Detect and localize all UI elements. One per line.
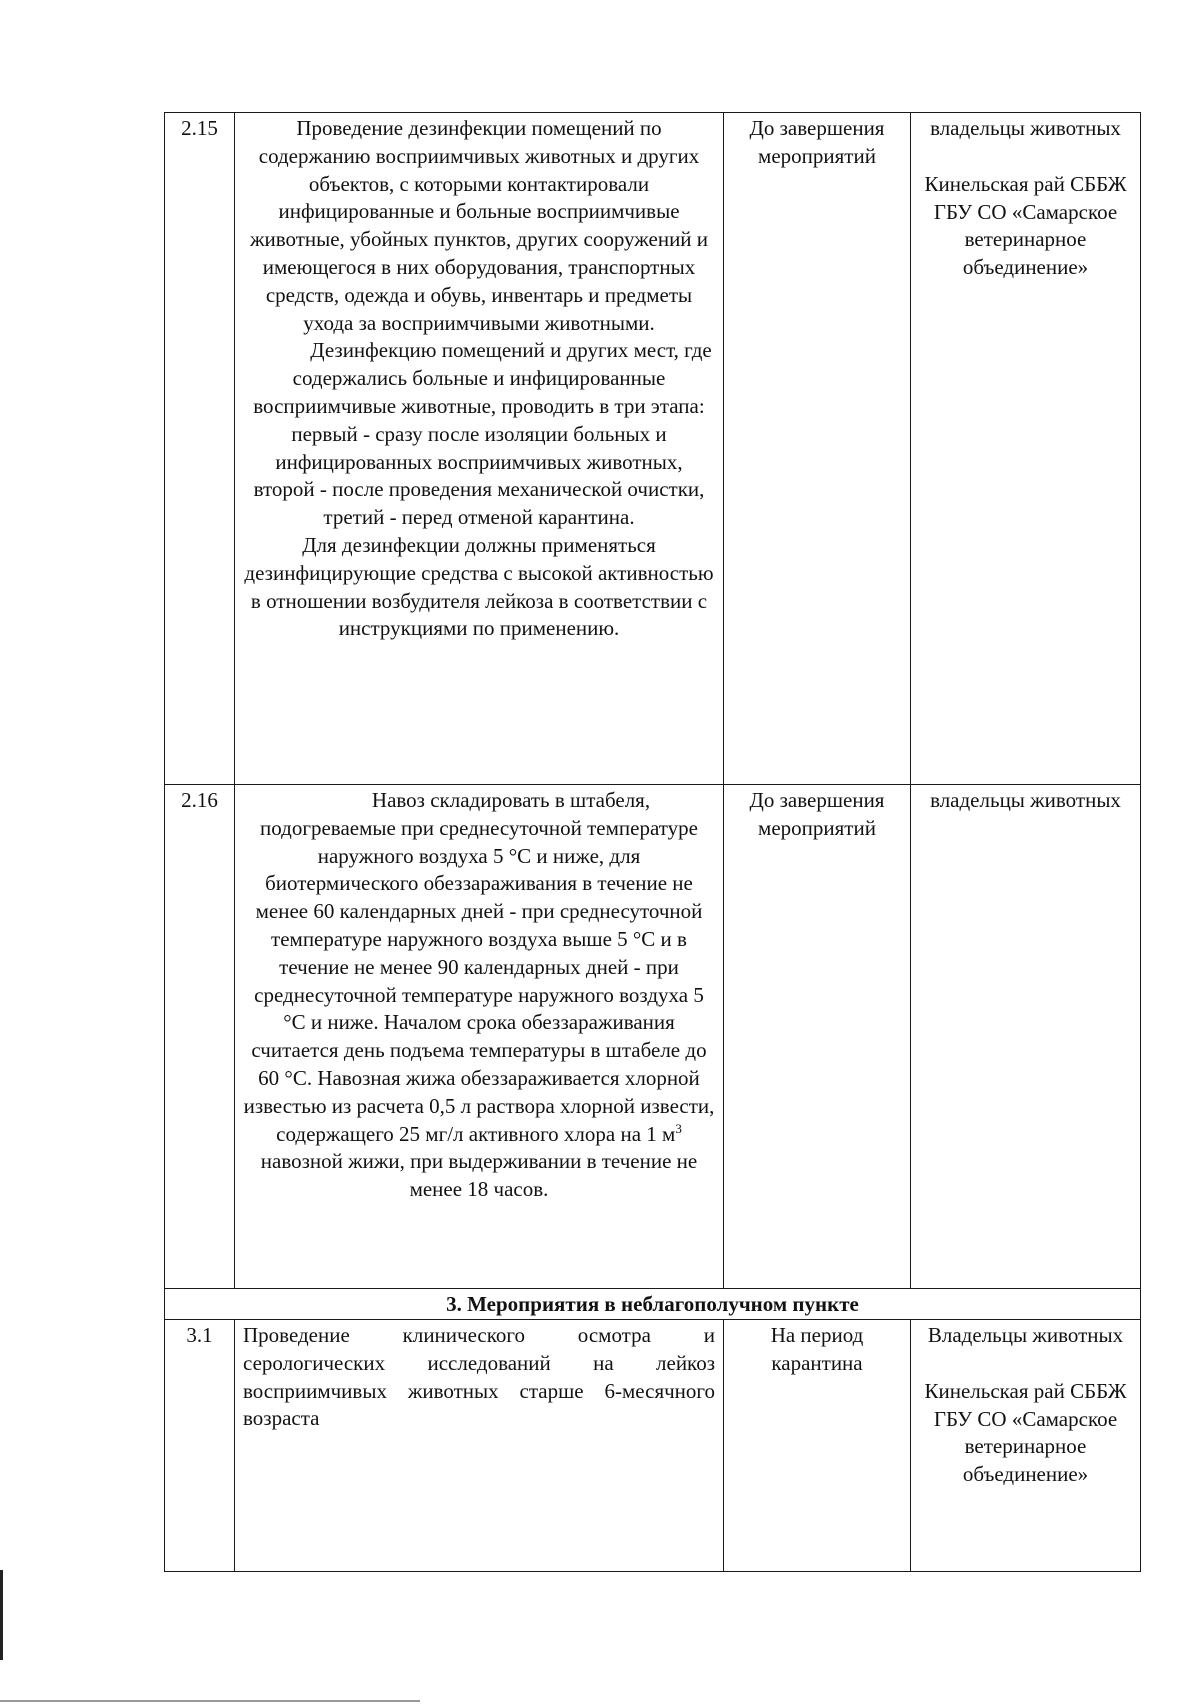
description-paragraph: Для дезинфекции должны применяться дезинфицирующие средства с высокой активностью в отношении возбудителя лейкоза в соответствии с инструкциями по применению. [244,532,714,641]
description-text-tail: навозной жижи, при выдерживании в течение не менее 18 часов. [260,1149,698,1202]
responsible-owners: владельцы животных [930,116,1121,140]
row-number: 2.16 [165,785,235,1289]
row-term: До завершения мероприятий [724,785,911,1289]
spacer [919,1350,1132,1378]
description-text: Навоз складировать в штабеля, подогреваемые при среднесуточной температуре наружного воздуха 5 °С и ниже, для биотермического обеззараживания в течение не менее 60 календарных дней - при среднесуточной температуре наружного воздуха выше 5 °С и в течение не менее 90 календарных дней - при среднесуточной температуре наружного воздуха 5 °С и ниже. Началом срока обеззараживания считается день подъема температуры в штабеле до 60 °С. Навозная жижа обеззараживается хлорной известью из расчета 0,5 л раствора хлорной извести, содержащего 25 мг/л активного хлора на 1 м [243,788,715,1146]
table-row [165,1320,1141,1572]
responsible-vet-service: Кинельская рай СББЖ ГБУ СО «Самарское ветеринарное объединение» [924,1378,1127,1487]
scan-edge-mark [0,1570,3,1660]
responsible-owners: владельцы животных [930,788,1121,812]
row-term: На период карантина [724,1320,911,1572]
row-term: До завершения мероприятий [724,113,911,785]
row-number: 3.1 [165,1320,235,1572]
spacer [919,143,1132,171]
row-responsible [911,113,1141,785]
description-paragraph: Проведение дезинфекции помещений по содержанию восприимчивых животных и других объектов, с которыми контактировали инфицированные и больные восприимчивые животные, убойных пунктов, других сооружений и имеющегося в них оборудования, транспортных средств, одежда и обувь, инвентарь и предметы ухода за восприимчивыми животными. [249,116,709,335]
description-paragraph [243,787,715,1204]
row-responsible [911,1320,1141,1572]
row-description [235,785,724,1289]
section-title: 3. Мероприятия в неблагополучном пункте [165,1289,1141,1320]
section-row [165,1289,1141,1320]
table-row [165,113,1141,785]
table-row [165,785,1141,1289]
responsible-owners: Владельцы животных [927,1323,1124,1347]
measures-table [164,112,1141,1572]
row-number: 2.15 [165,113,235,785]
row-description: Проведение клинического осмотра и серологических исследований на лейкоз восприимчивых животных старше 6-месячного возраста [235,1320,724,1572]
row-description [235,113,724,785]
superscript: 3 [675,1120,682,1136]
row-responsible [911,785,1141,1289]
scan-edge-mark [0,1700,420,1702]
responsible-vet-service: Кинельская рай СББЖ ГБУ СО «Самарское ветеринарное объединение» [924,171,1127,280]
description-paragraph: Дезинфекцию помещений и других мест, где содержались больные и инфицированные восприимчивые животные, проводить в три этапа: первый - сразу после изоляции больных и инфицированных восприимчивых животных, второй - после проведения механической очистки, третий - перед отменой карантина. [253,338,712,530]
